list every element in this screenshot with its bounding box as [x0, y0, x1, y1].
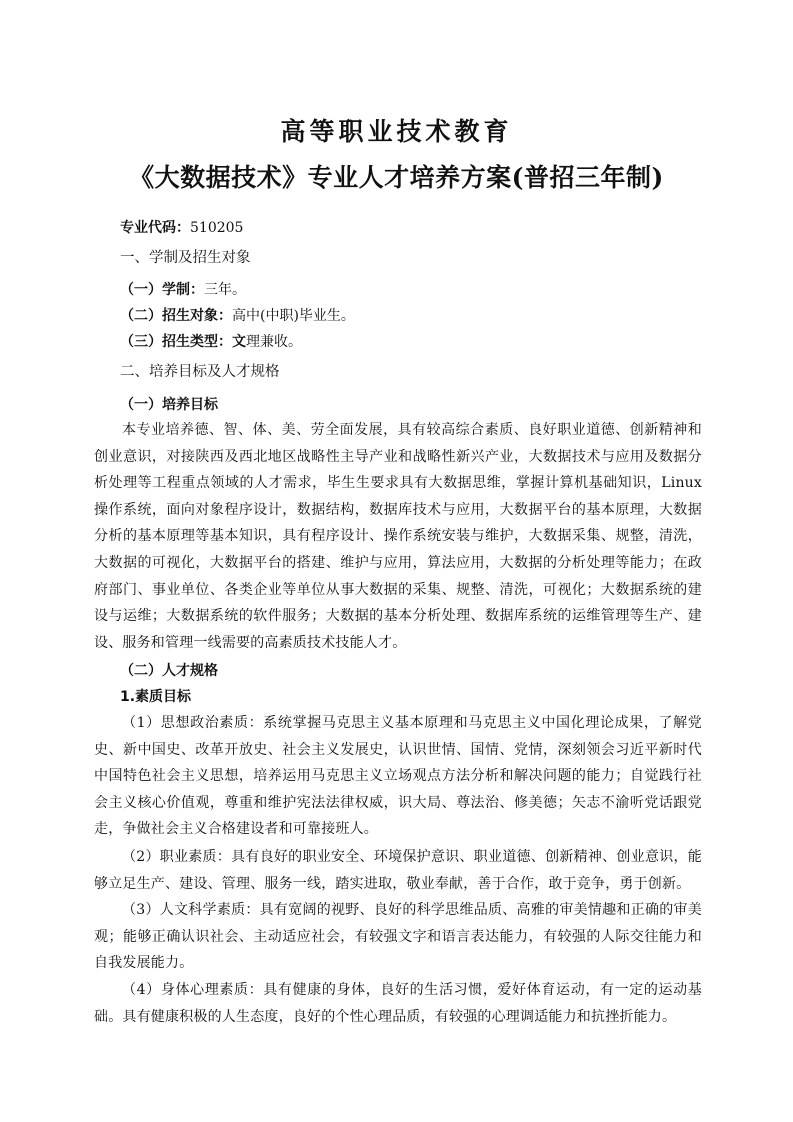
item-duration-value: 三年。	[204, 282, 246, 298]
item-duration-label: （一）学制：	[120, 282, 204, 298]
item-enrollment-target-value: 高中(中职)毕业生。	[232, 308, 355, 324]
document-title-line2: 《大数据技术》专业人才培养方案(普招三年制)	[129, 163, 664, 192]
section-heading-2: 二、培养目标及人才规格	[120, 364, 280, 380]
paragraph-professional-quality: （2）职业素质：具有良好的职业安全、环境保护意识、职业道德、创新精神、创业意识，能够立足生产、建设、管理、服务一线，踏实进取，敬业奉献，善于合作，敢于竞争，勇于创新。	[94, 849, 702, 892]
paragraph-training-goal: 本专业培养德、智、体、美、劳全面发展，具有较高综合素质、良好职业道德、创新精神和创业意识，对接陕西及西北地区战略性主导产业和战略性新兴产业，大数据技术与应用及数据分析处理等工程重点领域的人才需求，毕生生要求具有大数据思维，掌握计算机基础知识，Linux操作系统，面向对象程序设计，数据结构，数据库技术与应用，大数据平台的基本原理，大数据分析的基本原理等基本知识，具有程序设计、操作系统安装与维护，大数据采集、规整，清洗，大数据的可视化，大数据平台的搭建、维护与应用，算法应用，大数据的分析处理等能力；在政府部门、事业单位、各类企业等单位从事大数据的采集、规整、清洗，可视化；大数据系统的建设与运维；大数据系统的软件服务；大数据的基本分析处理、数据库系统的运维管理等生产、建设、服务和管理一线需要的高素质技术技能人才。	[94, 422, 702, 651]
major-code-value: 510205	[190, 220, 244, 236]
major-code-label: 专业代码：	[120, 220, 190, 236]
item-enrollment-type-value: 理兼收。	[246, 334, 302, 350]
item-enrollment-target	[120, 307, 355, 325]
item-duration	[120, 281, 246, 299]
item-enrollment-type-label: （三）招生类型：	[120, 334, 232, 350]
major-code-line	[120, 219, 243, 237]
document-title-line1: 高等职业技术教育	[280, 117, 513, 146]
item-enrollment-type	[120, 333, 302, 351]
paragraph-humanities-quality: （3）人文科学素质：具有宽阔的视野、良好的科学思维品质、高雅的审美情趣和正确的审美观；能够正确认识社会、主动适应社会，有较强文字和语言表达能力，有较强的人际交往能力和自我发展能力。	[94, 902, 702, 972]
item-enrollment-target-label: （二）招生对象：	[120, 308, 232, 324]
section-heading-1: 一、学制及招生对象	[120, 250, 251, 266]
subheading-quality-goals: 1.素质目标	[120, 689, 192, 705]
paragraph-political-quality: （1）思想政治素质：系统掌握马克思主义基本原理和马克思主义中国化理论成果，了解党史、新中国史、改革开放史、社会主义发展史，认识世情、国情、党情，深刻领会习近平新时代中国特色社会主义思想，培养运用马克思主义立场观点方法分析和解决问题的能力；自觉践行社会主义核心价值观，尊重和维护宪法法律权威，识大局、尊法治、修美德；矢志不渝听党话跟党走，争做社会主义合格建设者和可靠接班人。	[94, 715, 702, 838]
item-enrollment-type-value-bold: 文	[232, 334, 246, 350]
subheading-talent-spec: （二）人才规格	[120, 663, 218, 679]
paragraph-physical-mental-quality: （4）身体心理素质：具有健康的身体，良好的生活习惯，爱好体育运动，有一定的运动基础。具有健康积极的人生态度，良好的个性心理品质，有较强的心理调适能力和抗挫折能力。	[94, 982, 702, 1025]
subheading-training-goal: （一）培养目标	[120, 397, 218, 413]
